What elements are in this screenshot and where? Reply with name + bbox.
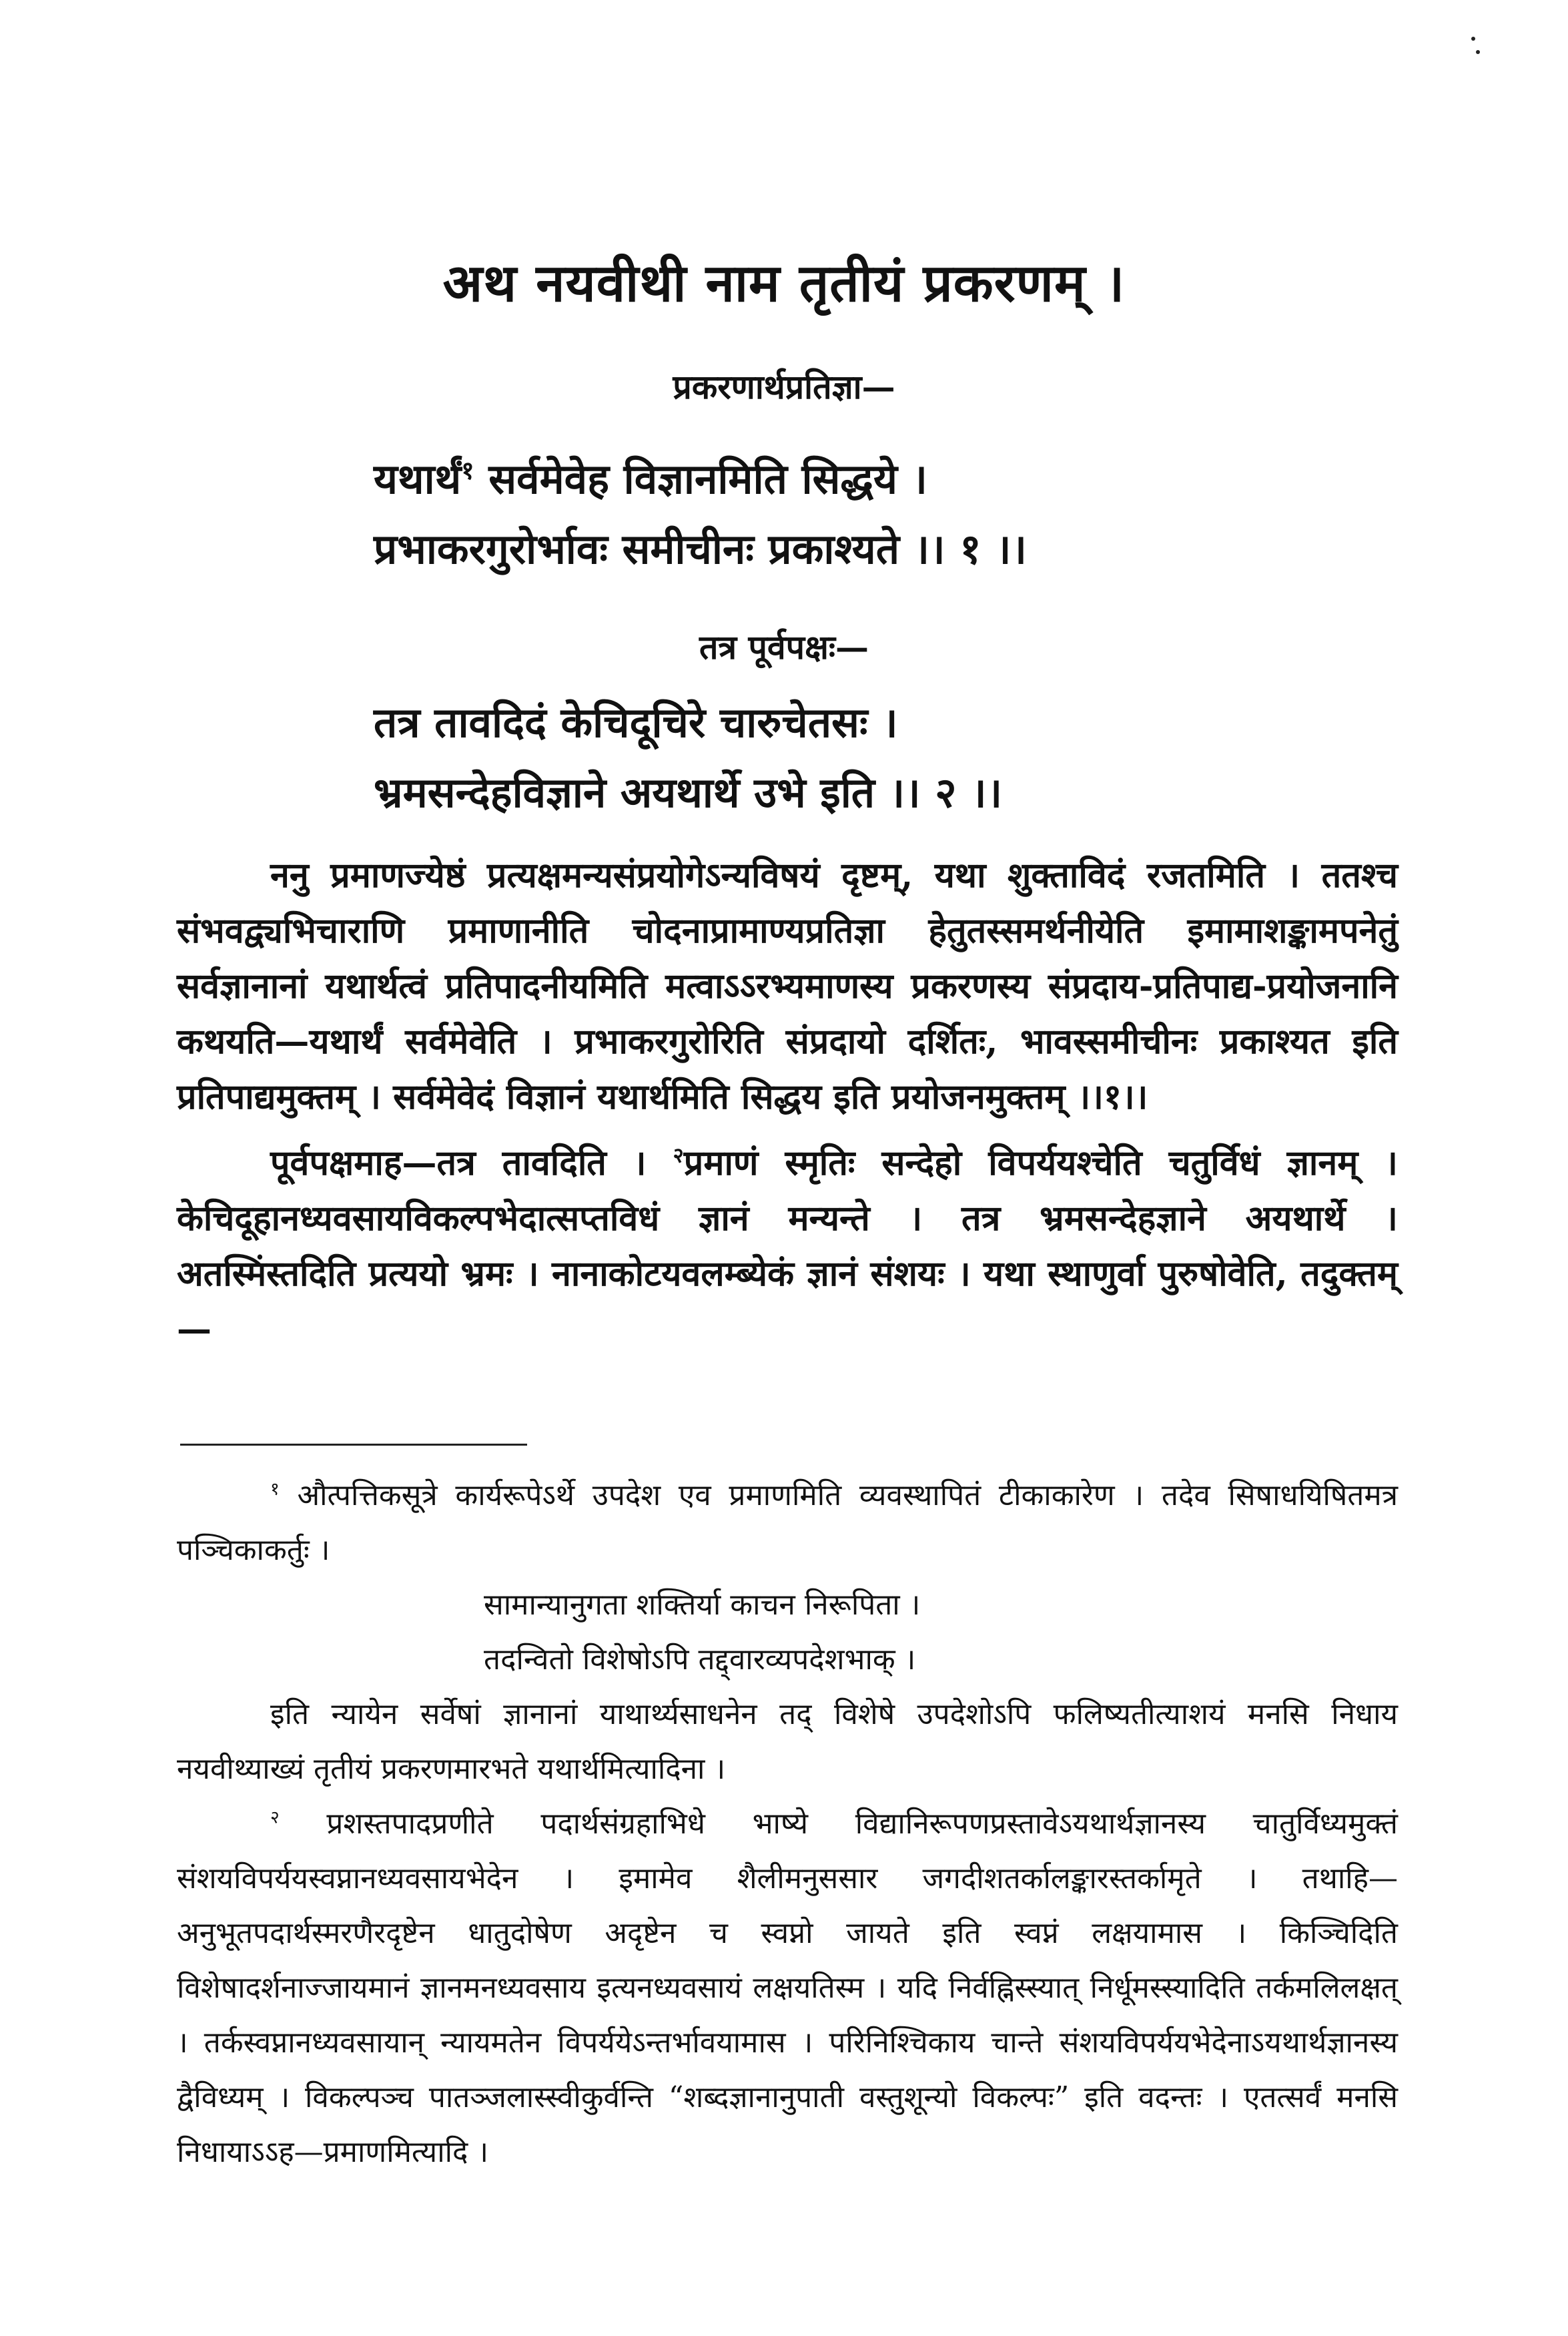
verse-2 [374, 687, 1375, 828]
section-heading-prima-facie: तत्र पूर्वपक्षः— [699, 627, 869, 667]
footnote-marker-1: १ [461, 455, 474, 485]
verse-1-line-1: यथार्थं$^१$ सर्वमेवेह विज्ञानमिति सिद्धये । [374, 455, 928, 503]
footnote-2: $^२$ प्रशस्तपादप्रणीते पदार्थसंग्रहाभिधे भाष्ये विद्यानिरूपणप्रस्तावेऽयथार्थज्ञानस्य चातुर्विध्यमुक्तं संशयविपर्ययस्वप्नानध्यवसायभेदेन । इमामेव शैलीमनुससार जगदीशतर्कालङ्कारस्तर्कामृते । तथाहि—अनुभूतपदार्थस्मरणैरदृष्टेन धातुदोषेण अदृष्टेन च स्वप्नो जायते इति स्वप्नं लक्षयामास । किञ्चिदिति विशेषादर्शनाज्जायमानं ज्ञानमनध्यवसाय इत्यनध्यवसायं लक्षयतिस्म । यदि निर्वह्निस्स्यात् निर्धूमस्स्यादिति तर्कमलिलक्षत् । तर्कस्वप्नानध्यवसायान् न्यायमतेन विपर्ययेऽन्तर्भावयामास । परिनिश्चिकाय चान्ते संशयविपर्ययभेदेनाऽयथार्थज्ञानस्य द्वैविध्यम् । विकल्पञ्च पातञ्जलास्स्वीकुर्वन्ति “शब्दज्ञानानुपाती वस्तुशून्यो विकल्पः” इति वदन्तः । एतत्सर्वं मनसि निधायाऽऽह—प्रमाणमित्यादि । [177, 1807, 1398, 2169]
footnote-marker-2: २ [673, 1143, 684, 1168]
section-heading-proposition: प्रकरणार्थप्रतिज्ञा— [673, 367, 895, 406]
footnotes [177, 1468, 1398, 2180]
scan-speck [1471, 37, 1475, 41]
footnote-1-quote-line-2: तदन्वितो विशेषोऽपि तद्द्वारव्यपदेशभाक् । [484, 1643, 916, 1677]
footnote-1-mark: १ [270, 1478, 280, 1500]
footnote-separator [180, 1444, 527, 1446]
commentary-paragraph-2: पूर्वपक्षमाह—तत्र तावदिति । $^२$प्रमाणं स्मृतिः सन्देहो विपर्ययश्चेति चतुर्विधं ज्ञानम् । केचिदूहानध्यवसायविकल्पभेदात्सप्तविधं ज्ञानं मन्यन्ते । तत्र भ्रमसन्देहज्ञाने अयथार्थे । अतस्मिंस्तदिति प्रत्ययो भ्रमः । नानाकोटयवलम्ब्येकं ज्ञानं संशयः । यथा स्थाणुर्वा पुरुषोवेति, तदुक्तम्— [177, 1143, 1398, 1350]
footnote-1: $^१$ औत्पत्तिकसूत्रे कार्यरूपेऽर्थे उपदेश एव प्रमाणमिति व्यवस्थापितं टीकाकारेण । तदेव सिषाधयिषितमत्र पञ्चिकाकर्तुः । [177, 1478, 1398, 1567]
footnote-2-mark: २ [270, 1807, 280, 1828]
scan-speck [1476, 50, 1480, 54]
verse-2-line-2: भ्रमसन्देहविज्ञाने अयथार्थे उभे इति ।। २ ।। [374, 768, 1003, 817]
commentary [177, 848, 1398, 1357]
verse-1 [374, 444, 1375, 584]
footnote-1-continuation: इति न्यायेन सर्वेषां ज्ञानानां याथार्थ्यसाधनेन तद् विशेषे उपदेशोऽपि फलिष्यतीत्याशयं मनसि निधाय नयवीथ्याख्यं तृतीयं प्रकरणमारभते यथार्थमित्यादिना । [177, 1697, 1398, 1786]
chapter-title: अथ नयवीथी नाम तृतीयं प्रकरणम् । [442, 253, 1126, 314]
commentary-paragraph-1: ननु प्रमाणज्येष्ठं प्रत्यक्षमन्यसंप्रयोगेऽन्यविषयं दृष्टम्, यथा शुक्ताविदं रजतमिति । ततश्च संभवद्व्यभिचाराणि प्रमाणानीति चोदनाप्रामाण्यप्रतिज्ञा हेतुतस्समर्थनीयेति इमामाशङ्कामपनेतुं सर्वज्ञानानां यथार्थत्वं प्रतिपादनीयमिति मत्वाऽऽरभ्यमाणस्य प्रकरणस्य संप्रदाय-प्रतिपाद्य-प्रयोजनानि कथयति—यथार्थं सर्वमेवेति । प्रभाकरगुरोरिति संप्रदायो दर्शितः, भावस्समीचीनः प्रकाश्यत इति प्रतिपाद्यमुक्तम् । सर्वमेवेदं विज्ञानं यथार्थमिति सिद्धय इति प्रयोजनमुक्तम् ।।१।। [177, 855, 1398, 1117]
footnote-1-quote-line-1: सामान्यानुगता शक्तिर्या काचन निरूपिता । [484, 1588, 921, 1622]
verse-1-line-2: प्रभाकरगुरोर्भावः समीचीनः प्रकाश्यते ।। १ ।। [374, 525, 1028, 573]
verse-2-line-1: तत्र तावदिदं केचिदूचिरे चारुचेतसः । [374, 698, 898, 747]
